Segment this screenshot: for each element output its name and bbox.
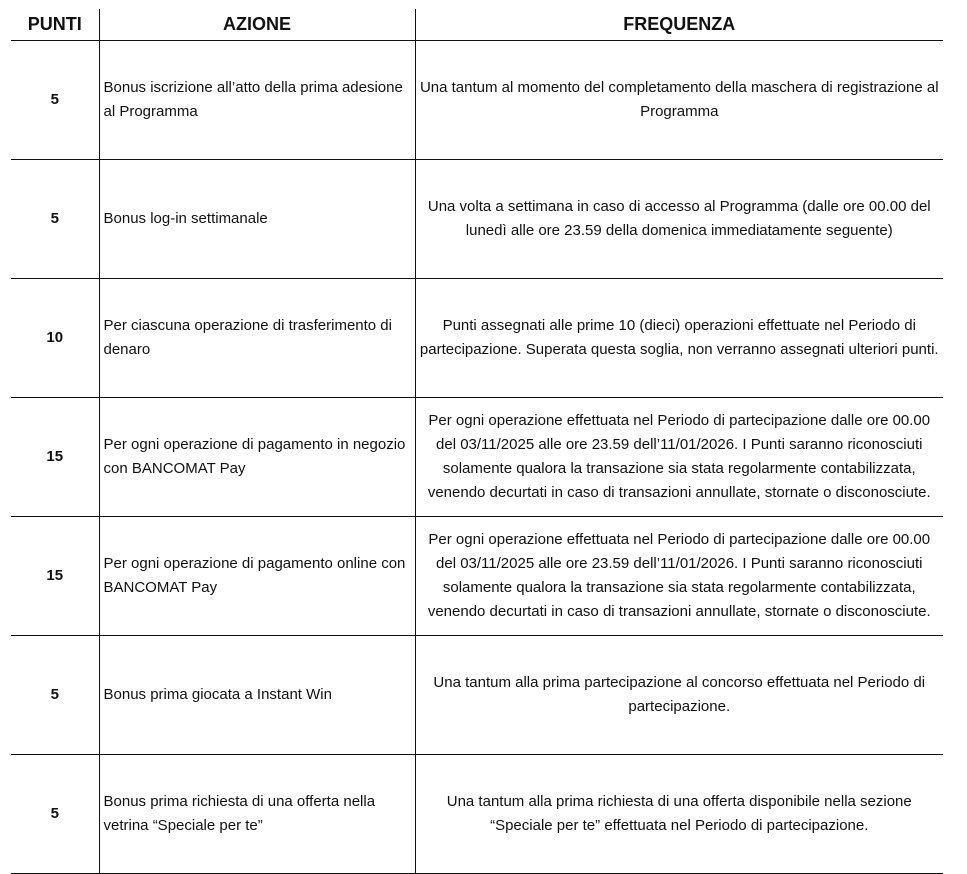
header-frequenza: FREQUENZA bbox=[415, 9, 943, 41]
cell-punti: 5 bbox=[11, 755, 99, 874]
cell-azione: Per ciascuna operazione di trasferimento di denaro bbox=[99, 279, 415, 398]
cell-punti: 15 bbox=[11, 517, 99, 636]
cell-azione: Per ogni operazione di pagamento in negozio con BANCOMAT Pay bbox=[99, 398, 415, 517]
cell-frequenza: Punti assegnati alle prime 10 (dieci) operazioni effettuate nel Periodo di partecipazione. Superata questa soglia, non verranno assegnati ulteriori punti. bbox=[415, 279, 943, 398]
cell-frequenza: Per ogni operazione effettuata nel Periodo di partecipazione dalle ore 00.00 del 03/11/2025 alle ore 23.59 dell’11/01/2026. I Punti saranno riconosciuti solamente qualora la transazione sia stata regolarmente contabilizzata, venendo decurtati in caso di transazioni annullate, stornate o disconosciute. bbox=[415, 517, 943, 636]
cell-punti: 5 bbox=[11, 160, 99, 279]
cell-punti: 5 bbox=[11, 41, 99, 160]
header-row bbox=[11, 9, 943, 41]
table-row bbox=[11, 636, 943, 755]
cell-punti: 15 bbox=[11, 398, 99, 517]
points-table bbox=[11, 9, 943, 874]
table-row bbox=[11, 160, 943, 279]
header-punti: PUNTI bbox=[11, 9, 99, 41]
table-row bbox=[11, 755, 943, 874]
cell-azione: Per ogni operazione di pagamento online con BANCOMAT Pay bbox=[99, 517, 415, 636]
cell-punti: 5 bbox=[11, 636, 99, 755]
cell-azione: Bonus log-in settimanale bbox=[99, 160, 415, 279]
cell-azione: Bonus prima richiesta di una offerta nella vetrina “Speciale per te” bbox=[99, 755, 415, 874]
header-azione: AZIONE bbox=[99, 9, 415, 41]
cell-frequenza: Una volta a settimana in caso di accesso al Programma (dalle ore 00.00 del lunedì alle ore 23.59 della domenica immediatamente seguente) bbox=[415, 160, 943, 279]
cell-azione: Bonus iscrizione all’atto della prima adesione al Programma bbox=[99, 41, 415, 160]
cell-frequenza: Una tantum al momento del completamento della maschera di registrazione al Programma bbox=[415, 41, 943, 160]
table-row bbox=[11, 41, 943, 160]
cell-frequenza: Una tantum alla prima partecipazione al concorso effettuata nel Periodo di partecipazione. bbox=[415, 636, 943, 755]
table-row bbox=[11, 398, 943, 517]
cell-punti: 10 bbox=[11, 279, 99, 398]
cell-frequenza: Una tantum alla prima richiesta di una offerta disponibile nella sezione “Speciale per te” effettuata nel Periodo di partecipazione. bbox=[415, 755, 943, 874]
table-row bbox=[11, 279, 943, 398]
cell-frequenza: Per ogni operazione effettuata nel Periodo di partecipazione dalle ore 00.00 del 03/11/2025 alle ore 23.59 dell’11/01/2026. I Punti saranno riconosciuti solamente qualora la transazione sia stata regolarmente contabilizzata, venendo decurtati in caso di transazioni annullate, stornate o disconosciute. bbox=[415, 398, 943, 517]
table-row bbox=[11, 517, 943, 636]
cell-azione: Bonus prima giocata a Instant Win bbox=[99, 636, 415, 755]
